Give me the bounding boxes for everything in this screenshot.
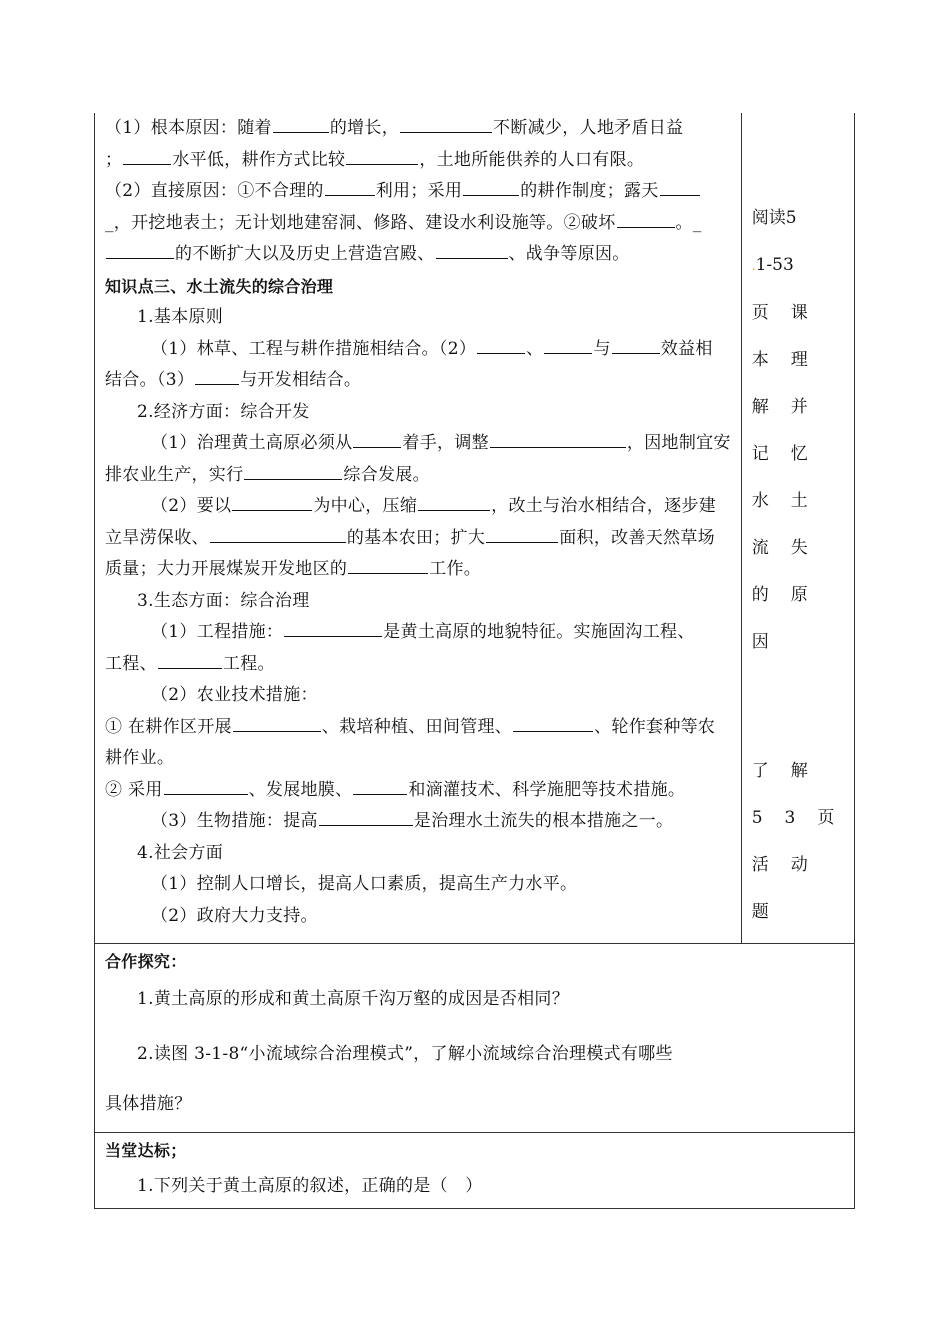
cooperate-title: 合作探究： [105, 952, 187, 971]
note-line: 流失 [751, 538, 830, 558]
notes-cell [742, 113, 857, 943]
economy-line-3: （2）要以 为中心，压缩 ，改土与治水相结合，逐步建 [151, 496, 717, 516]
standard-row [94, 1133, 855, 1209]
principle-line-1: （1）林草、工程与耕作措施相结合。（2） 、 与 效益相 [151, 338, 713, 359]
economy-line-2: 排农业生产，实行 综合发展。 [105, 464, 430, 485]
note-line: 因 [751, 632, 769, 652]
note-line: 题 [751, 902, 769, 922]
ecology-line-2: 工程、 工程。 [105, 653, 275, 674]
worksheet-table [94, 113, 855, 1209]
economy-line-1: （1）治理黄土高原必须从 着手，调整 ，因地制宜安 [151, 433, 731, 453]
cause-line-4: _，开挖地表土；无计划地建窑洞、修路、建设水利设施等。②破坏 。_ [105, 212, 702, 233]
note-line: 活动 [751, 855, 830, 875]
economy-heading: 2.经济方面：综合开发 [137, 401, 310, 422]
note-line: 页课 [751, 303, 830, 323]
society-heading: 4.社会方面 [137, 842, 224, 863]
cause-line-3: （2）直接原因：①不合理的 利用；采用 的耕作制度；露天 [105, 176, 731, 208]
spacer [742, 666, 857, 748]
cooperate-question-1: 1.黄土高原的形成和黄土高原千沟万壑的成因是否相同？ [137, 988, 570, 1009]
cooperate-question-2: 2.读图 3-1-8“小流域综合治理模式”，了解小流域综合治理模式有哪些 [137, 1044, 673, 1064]
cause-line-1: （1）根本原因：随着 的增长， 不断减少，人地矛盾日益 [105, 118, 684, 138]
cause-line-5: 的不断扩大以及历史上营造宫殿、 、战争等原因。 [105, 239, 731, 271]
section-heading: 知识点三、水土流失的综合治理 [105, 276, 334, 296]
ecology-line-3: （2）农业技术措施： [151, 685, 318, 705]
note-line: 本理 [751, 350, 830, 370]
content-row [94, 113, 855, 944]
economy-line-4: 立旱涝保收、 的基本农田；扩大 面积，改善天然草场 [105, 527, 715, 548]
note-line: 了解 [751, 761, 830, 781]
note-line: 解并 [751, 397, 830, 417]
note-line: 53页 [751, 808, 857, 828]
society-line-1: （1）控制人口增长，提高人口素质，提高生产力水平。 [151, 874, 578, 894]
society-line-2: （2）政府大力支持。 [151, 905, 318, 926]
principle-heading: 1.基本原则 [137, 307, 224, 327]
principle-line-2: 结合。（3） 与开发相结合。 [105, 370, 362, 390]
cooperate-cell [95, 944, 854, 1132]
economy-line-5: 质量；大力开展煤炭开发地区的 工作。 [105, 559, 482, 579]
cause-line-2: ； 水平低，耕作方式比较 ，土地所能供养的人口有限。 [105, 149, 645, 170]
ecology-line-6: ② 采用 、发展地膜、 和滴灌技术、科学施肥等技术措施。 [105, 779, 686, 800]
note-line: 的原 [751, 585, 830, 605]
ecology-heading: 3.生态方面：综合治理 [137, 590, 310, 611]
standard-title: 当堂达标； [105, 1141, 187, 1160]
ecology-line-1: （1）工程措施： 是黄土高原的地貌特征。实施固沟工程、 [151, 622, 695, 642]
ecology-line-7: （3）生物措施：提高 是治理水土流失的根本措施之一。 [151, 811, 674, 831]
cooperate-row [94, 944, 855, 1133]
dot-mark: . [751, 259, 756, 273]
ecology-line-4: ① 在耕作区开展 、栽培种植、田间管理、 、轮作套种等农 [105, 716, 716, 737]
note-line: .1-53 [751, 255, 794, 275]
cooperate-question-2-cont: 具体措施？ [105, 1093, 192, 1114]
ecology-line-5: 耕作业。 [105, 748, 175, 768]
content-cell [95, 113, 742, 943]
note-line: 阅读5 [751, 208, 797, 228]
note-line: 记忆 [751, 444, 830, 464]
note-line: 水土 [751, 491, 830, 511]
standard-question-1: 1.下列关于黄土高原的叙述，正确的是（ ） [137, 1175, 483, 1196]
standard-cell [95, 1133, 854, 1208]
